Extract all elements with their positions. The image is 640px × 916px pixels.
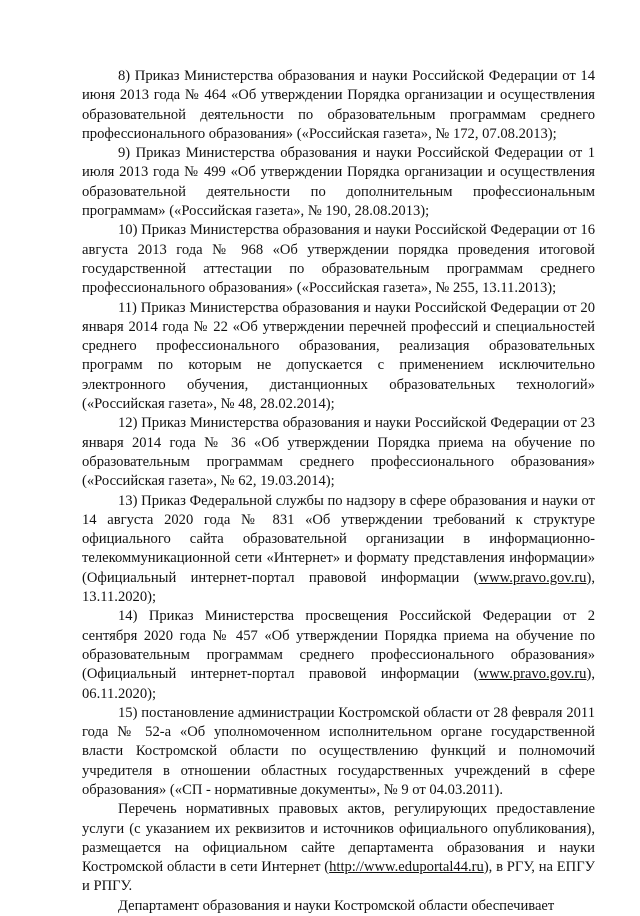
paragraph-legal-acts-list	[82, 800, 595, 896]
paragraph-10	[82, 221, 595, 298]
paragraph-text: 10) Приказ Министерства образования и науки Российской Федерации от 16 августа 2013 года № 968 «Об утверждении порядка проведения итоговой государственной аттестации по образовательным программам среднего профессионального образования» («Российская газета», № 255, 13.11.2013);	[82, 222, 595, 297]
paragraph-9	[82, 144, 595, 221]
paragraph-13	[82, 492, 595, 608]
paragraph-text: ), в РГУ, на ЕПГУ и РПГУ.	[82, 859, 595, 895]
pravo-link[interactable]: www.pravo.gov.ru	[478, 569, 587, 586]
paragraph-text: 13) Приказ Федеральной службы по надзору в сфере образования и науки от 14 августа 2020 года № 831 «Об утверждении требований к структуре официального сайта образовательной организации в информационно-телекоммуникационной сети «Интернет» и формату представления информации» (Официальный интернет-портал правовой информации (	[82, 492, 595, 586]
paragraph-text: 15) постановление администрации Костромской области от 28 февраля 2011 года № 52-а «Об уполномоченном исполнительном органе государственной власти Костромской области по осуществлению функций и полномочий учредителя в отношении областных государственных учреждений в сфере образования» («СП - нормативные документы», № 9 от 04.03.2011).	[82, 704, 595, 798]
paragraph-14	[82, 607, 595, 703]
paragraph-15	[82, 704, 595, 800]
paragraph-text: 8) Приказ Министерства образования и науки Российской Федерации от 14 июня 2013 года № 464 «Об утверждении Порядка организации и осуществления образовательной деятельности по образовательным программам среднего профессионального образования» («Российская газета», № 172, 07.08.2013);	[82, 68, 595, 142]
paragraph-text: Департамент образования и науки Костромской области обеспечивает	[118, 897, 555, 914]
paragraph-12	[82, 414, 595, 491]
paragraph-text: 14) Приказ Министерства просвещения Российской Федерации от 2 сентября 2020 года № 457 «Об утверждении Порядка приема на обучение по образовательным программам среднего профессионального образования» (Официальный интернет-портал правовой информации (	[82, 608, 595, 683]
paragraph-text: 9) Приказ Министерства образования и науки Российской Федерации от 1 июля 2013 года № 499 «Об утверждении Порядка организации и осуществления образовательной деятельности по дополнительным профессиональным программам» («Российская газета», № 190, 28.08.2013);	[82, 145, 595, 220]
pravo-link[interactable]: www.pravo.gov.ru	[478, 666, 587, 683]
paragraph-text: 12) Приказ Министерства образования и науки Российской Федерации от 23 января 2014 года № 36 «Об утверждении Порядка приема на обучение по образовательным программам среднего профессионального образования» («Российская газета», № 62, 19.03.2014);	[82, 415, 595, 490]
eduportal-link[interactable]: http://www.eduportal44.ru	[329, 859, 484, 876]
paragraph-text: ), 06.11.2020);	[82, 666, 595, 702]
document-page	[82, 67, 595, 916]
paragraph-text: Перечень нормативных правовых актов, регулирующих предоставление услуги (с указанием их реквизитов и источников официального опубликования), размещается на официальном сайте департамента образования и науки Костромской области в сети Интернет (	[82, 801, 595, 876]
paragraph-text: ), 13.11.2020);	[82, 569, 595, 606]
paragraph-8	[82, 67, 595, 144]
paragraph-11	[82, 299, 595, 415]
paragraph-department-provides	[82, 897, 595, 916]
paragraph-text: 11) Приказ Министерства образования и науки Российской Федерации от 20 января 2014 года № 22 «Об утверждении перечней профессий и специальностей среднего профессионального образования, реализация образовательных программ по которым не допускается с применением исключительно электронного обучения, дистанционных образовательных технологий» («Российская газета», № 48, 28.02.2014);	[82, 299, 595, 413]
